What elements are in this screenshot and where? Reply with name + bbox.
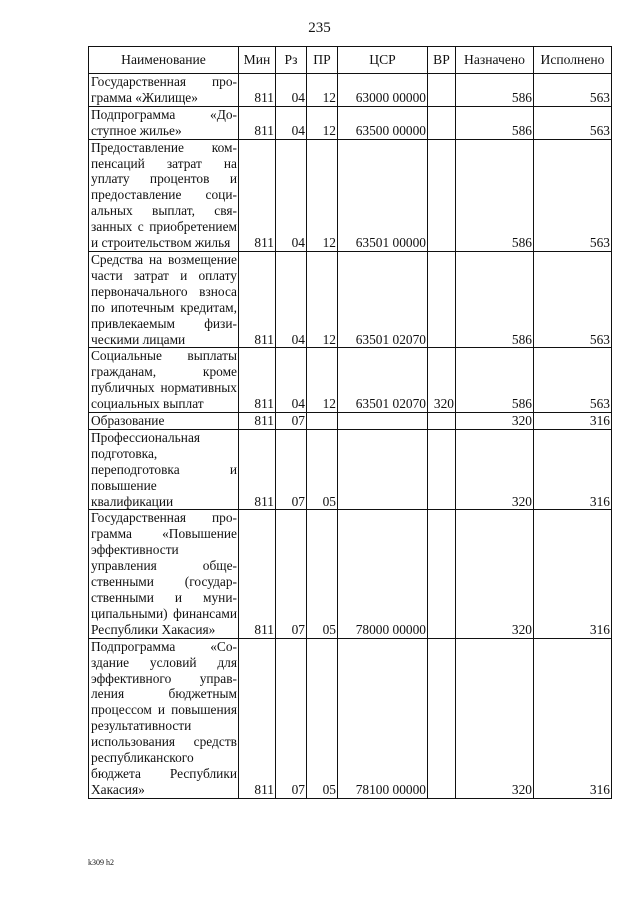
table-row <box>89 348 612 413</box>
cell-min: 811 <box>239 429 276 510</box>
cell-assigned: 320 <box>456 429 534 510</box>
cell-vr <box>428 139 456 251</box>
table-header-row <box>89 47 612 74</box>
header-min: Мин <box>239 47 276 74</box>
cell-executed: 563 <box>534 348 612 413</box>
cell-executed: 563 <box>534 139 612 251</box>
cell-csr: 78100 00000 <box>338 638 428 798</box>
cell-name: Средства на возмещение части затрат и оплату первоначального взноса по ипотечным кредитам, привлекаемым физическими лицами <box>89 251 239 347</box>
cell-csr: 78000 00000 <box>338 510 428 638</box>
cell-pr <box>307 413 338 430</box>
cell-vr <box>428 510 456 638</box>
cell-vr <box>428 74 456 107</box>
cell-rz: 04 <box>276 106 307 139</box>
cell-csr <box>338 413 428 430</box>
table-row <box>89 106 612 139</box>
cell-executed: 316 <box>534 510 612 638</box>
cell-min: 811 <box>239 510 276 638</box>
cell-executed: 563 <box>534 251 612 347</box>
table-row <box>89 251 612 347</box>
cell-name: Государственная программа «Повышение эффективности управления общественными (государственными и муниципальными) финансами Республики Хакасия» <box>89 510 239 638</box>
cell-name: Подпрограмма «Создание условий для эффективного управления бюджетным процессом и повышения результативности использования средств республиканского бюджета Республики Хакасия» <box>89 638 239 798</box>
header-executed: Исполнено <box>534 47 612 74</box>
cell-rz: 04 <box>276 348 307 413</box>
cell-rz: 07 <box>276 429 307 510</box>
cell-assigned: 320 <box>456 413 534 430</box>
header-csr: ЦСР <box>338 47 428 74</box>
cell-min: 811 <box>239 106 276 139</box>
cell-vr <box>428 106 456 139</box>
cell-min: 811 <box>239 638 276 798</box>
cell-vr <box>428 413 456 430</box>
cell-pr: 05 <box>307 510 338 638</box>
cell-executed: 563 <box>534 74 612 107</box>
cell-rz: 04 <box>276 74 307 107</box>
cell-assigned: 586 <box>456 106 534 139</box>
table-row <box>89 429 612 510</box>
cell-min: 811 <box>239 251 276 347</box>
cell-assigned: 586 <box>456 348 534 413</box>
cell-name: Социальные выплаты гражданам, кроме публичных нормативных социальных выплат <box>89 348 239 413</box>
table-row <box>89 413 612 430</box>
cell-csr: 63500 00000 <box>338 106 428 139</box>
cell-pr: 12 <box>307 106 338 139</box>
budget-table <box>88 46 612 799</box>
cell-executed: 563 <box>534 106 612 139</box>
cell-csr: 63501 00000 <box>338 139 428 251</box>
cell-assigned: 586 <box>456 139 534 251</box>
cell-rz: 04 <box>276 139 307 251</box>
cell-name: Предоставление компенсаций затрат на уплату процентов и предоставление социальных выплат, связанных с приобретением и строительством жилья <box>89 139 239 251</box>
cell-min: 811 <box>239 139 276 251</box>
cell-pr: 12 <box>307 251 338 347</box>
cell-assigned: 586 <box>456 251 534 347</box>
cell-pr: 05 <box>307 638 338 798</box>
cell-name: Подпрограмма «Доступное жилье» <box>89 106 239 139</box>
cell-csr: 63000 00000 <box>338 74 428 107</box>
cell-assigned: 320 <box>456 638 534 798</box>
cell-vr <box>428 429 456 510</box>
header-pr: ПР <box>307 47 338 74</box>
footer-code: k309 h2 <box>88 858 114 867</box>
table-row <box>89 638 612 798</box>
cell-rz: 07 <box>276 638 307 798</box>
cell-pr: 12 <box>307 348 338 413</box>
header-name: Наименование <box>89 47 239 74</box>
cell-vr <box>428 638 456 798</box>
cell-csr: 63501 02070 <box>338 251 428 347</box>
cell-executed: 316 <box>534 429 612 510</box>
header-assigned: Назначено <box>456 47 534 74</box>
cell-assigned: 586 <box>456 74 534 107</box>
cell-pr: 05 <box>307 429 338 510</box>
cell-vr: 320 <box>428 348 456 413</box>
cell-csr <box>338 429 428 510</box>
table-row <box>89 139 612 251</box>
cell-assigned: 320 <box>456 510 534 638</box>
cell-name: Профессиональная подготовка, переподготовка и повышение квалификации <box>89 429 239 510</box>
cell-rz: 07 <box>276 413 307 430</box>
cell-pr: 12 <box>307 74 338 107</box>
header-vr: ВР <box>428 47 456 74</box>
table-row <box>89 74 612 107</box>
cell-name: Государственная программа «Жилище» <box>89 74 239 107</box>
cell-min: 811 <box>239 348 276 413</box>
cell-min: 811 <box>239 74 276 107</box>
cell-name: Образование <box>89 413 239 430</box>
page-number: 235 <box>308 20 331 36</box>
table-body <box>89 74 612 799</box>
cell-executed: 316 <box>534 413 612 430</box>
table-row <box>89 510 612 638</box>
cell-csr: 63501 02070 <box>338 348 428 413</box>
cell-pr: 12 <box>307 139 338 251</box>
cell-rz: 07 <box>276 510 307 638</box>
cell-min: 811 <box>239 413 276 430</box>
cell-rz: 04 <box>276 251 307 347</box>
cell-executed: 316 <box>534 638 612 798</box>
cell-vr <box>428 251 456 347</box>
header-rz: Рз <box>276 47 307 74</box>
